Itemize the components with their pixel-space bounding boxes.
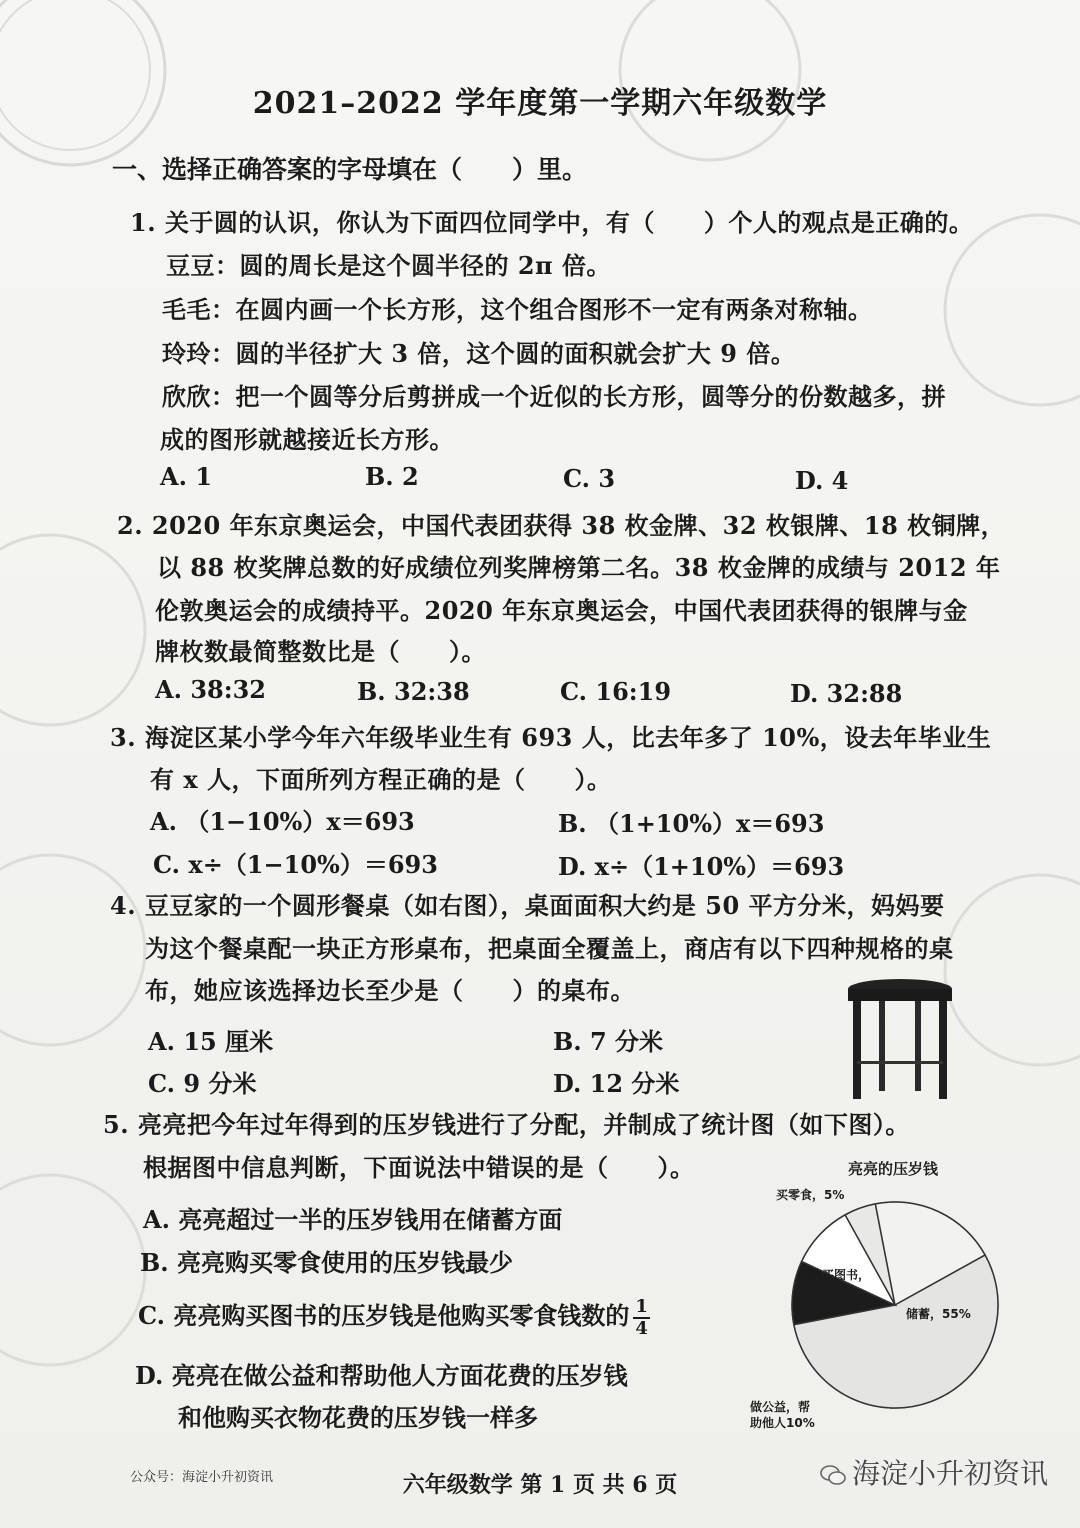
q1-option-a: A. 1 [160,462,213,491]
page-number: 六年级数学 第 1 页 共 6 页 [402,1472,678,1498]
pie-chart-title: 亮亮的压岁钱 [848,1160,939,1178]
fraction-one-quarter [633,1297,650,1339]
q4-line: 为这个餐桌配一块正方形桌布，把桌面全覆盖上，商店有以下四种规格的桌 [145,934,954,963]
q2-option-b: B. 32:38 [357,677,470,706]
pie-label-charity-2: 助他人10% [750,1416,815,1430]
q1-option-c: C. 3 [563,464,616,493]
q3-option-b: B. （1+10%）x＝693 [558,809,825,838]
q5-option-c [138,1296,650,1339]
q1-line: 豆豆：圆的周长是这个圆半径的 2π 倍。 [166,251,611,280]
q2-line: 牌枚数最简整数比是（ ）。 [155,637,486,666]
q4-option-d: D. 12 分米 [553,1069,680,1098]
q5-option-d-cont: 和他购买衣物花费的压岁钱一样多 [178,1403,538,1432]
q1-line: 毛毛：在圆内画一个长方形，这个组合图形不一定有两条对称轴。 [162,295,873,324]
pie-label-charity-1: 做公益，帮 [750,1400,811,1414]
q5-line: 根据图中信息判断，下面说法中错误的是（ ）。 [143,1153,695,1182]
q3-line: 3. 海淀区某小学今年六年级毕业生有 693 人，比去年多了 10%，设去年毕业生 [110,723,992,752]
q5-option-b: B. 亮亮购买零食使用的压岁钱最少 [140,1248,513,1277]
q1-option-b: B. 2 [365,462,419,491]
q2-line: 伦敦奥运会的成绩持平。2020 年东京奥运会，中国代表团获得的银牌与金 [155,596,968,625]
q5-option-a: A. 亮亮超过一半的压岁钱用在储蓄方面 [143,1205,563,1234]
q2-line: 以 88 枚奖牌总数的好成绩位列奖牌榜第二名。38 枚金牌的成绩与 2012 年 [157,553,1001,582]
q5-option-c-text: C. 亮亮购买图书的压岁钱是他购买零食钱数的 [138,1301,630,1330]
pie-chart-svg [780,1195,1010,1425]
q2-option-a: A. 38:32 [155,675,266,704]
pie-chart [780,1195,1010,1429]
q5-line: 5. 亮亮把今年过年得到的压岁钱进行了分配，并制成了统计图（如下图）。 [103,1110,910,1139]
pie-label-savings: 储蓄，55% [906,1307,971,1321]
pie-label-books-1: 购买图书， [810,1268,871,1282]
fraction-denominator: 4 [635,1317,648,1339]
q4-line: 布，她应该选择边长至少是（ ）的桌布。 [145,976,635,1005]
q3-option-a: A. （1−10%）x＝693 [150,807,415,836]
q3-option-c: C. x÷（1−10%）＝693 [153,850,438,879]
q2-line: 2. 2020 年东京奥运会，中国代表团获得 38 枚金牌、32 枚银牌、18 枚铜牌， [117,511,1006,540]
q2-option-c: C. 16:19 [560,677,672,706]
q1-line: 成的图形就越接近长方形。 [160,425,454,454]
round-table-illustration [845,975,955,1109]
q1-line: 欣欣：把一个圆等分后剪拼成一个近似的长方形，圆等分的份数越多，拼 [162,382,946,411]
q4-line: 4. 豆豆家的一个圆形餐桌（如右图），桌面面积大约是 50 平方分米，妈妈要 [110,891,945,920]
q4-option-b: B. 7 分米 [553,1027,664,1056]
q1-line: 1. 关于圆的认识，你认为下面四位同学中，有（ ）个人的观点是正确的。 [130,208,974,237]
q1-line: 玲玲：圆的半径扩大 3 倍，这个圆的面积就会扩大 9 倍。 [162,339,796,368]
fraction-numerator: 1 [635,1295,648,1317]
q3-line: 有 x 人，下面所列方程正确的是（ ）。 [150,765,612,794]
q5-option-d: D. 亮亮在做公益和帮助他人方面花费的压岁钱 [135,1361,628,1390]
q1-option-d: D. 4 [795,466,849,495]
footer-brand-text: 海淀小升初资讯 [852,1457,1049,1490]
footer-account: 公众号：海淀小升初资讯 [130,1470,274,1485]
footer-brand [820,1452,1048,1492]
section-heading: 一、选择正确答案的字母填在（ ）里。 [112,155,588,184]
page-title: 2021–2022 学年度第一学期六年级数学 [252,86,828,121]
wechat-icon [820,1465,846,1485]
q4-option-a: A. 15 厘米 [148,1027,274,1056]
q4-option-c: C. 9 分米 [148,1069,257,1098]
pie-label-books-2: 20% [826,1283,855,1297]
q3-option-d: D. x÷（1+10%）＝693 [558,852,845,881]
pie-label-snacks: 买零食，5% [776,1188,845,1202]
q2-option-d: D. 32:88 [790,679,903,708]
